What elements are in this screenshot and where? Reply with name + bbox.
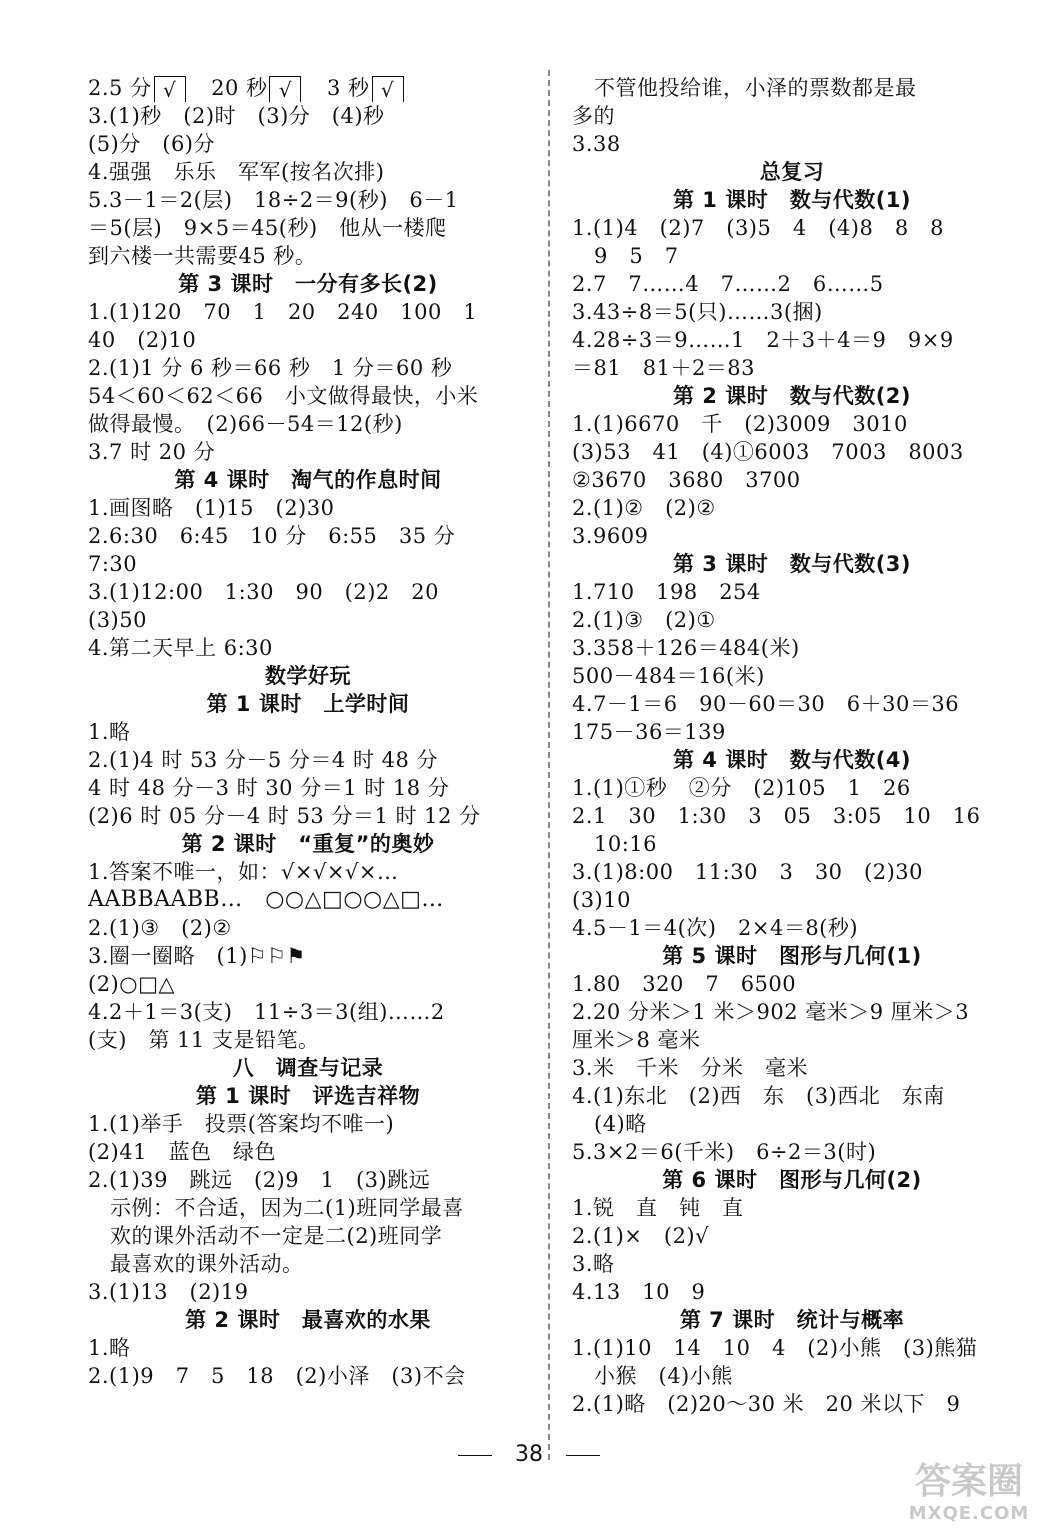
- answer-line: 2.(1)1 分 6 秒＝66 秒 1 分＝60 秒: [88, 356, 453, 380]
- answer-line: 3.(1)秒 (2)时 (3)分 (4)秒: [88, 104, 385, 128]
- answer-line: 1.(1)120 70 1 20 240 100 1: [88, 300, 478, 324]
- section-heading: 第 2 课时 “重复”的奥妙: [181, 832, 435, 856]
- answer-line: ②3670 3680 3700: [572, 468, 801, 492]
- answer-line: 3.38: [572, 132, 621, 156]
- left-column: [88, 74, 528, 1390]
- answer-line: 2.(1)4 时 53 分－5 分＝4 时 48 分: [88, 748, 439, 772]
- answer-line: 示例：不合适，因为二(1)班同学最喜: [110, 1196, 464, 1220]
- answer-line: 3.米 千米 分米 毫米: [572, 1056, 809, 1080]
- answer-line: 4.强强 乐乐 军军(按名次排): [88, 160, 385, 184]
- section-heading: 第 3 课时 一分有多长(2): [178, 272, 438, 296]
- section-heading: 八 调查与记录: [232, 1056, 384, 1080]
- check-label: 3 秒: [326, 76, 370, 100]
- answer-line: 2.(1)③ (2)①: [572, 608, 716, 632]
- answer-line: 10:16: [594, 832, 658, 856]
- section-heading: 数学好玩: [265, 664, 351, 688]
- watermark-logo: [894, 1462, 1044, 1532]
- answer-line: 4 时 48 分－3 时 30 分＝1 时 18 分: [88, 776, 450, 800]
- answer-line: 1.答案不唯一，如：√×√×√×…: [88, 860, 399, 884]
- answer-line: 40 (2)10: [88, 328, 197, 352]
- answer-line: (3)10: [572, 888, 631, 912]
- section-heading: 第 5 课时 图形与几何(1): [662, 944, 922, 968]
- answer-line: 3.圈一圈略 (1)⚐⚐⚑: [88, 944, 306, 968]
- answer-line: 3.(1)8:00 11:30 3 30 (2)30: [572, 860, 924, 884]
- answer-line: 2.(1)39 跳远 (2)9 1 (3)跳远: [88, 1168, 431, 1192]
- answer-line: 2.(1)9 7 5 18 (2)小泽 (3)不会: [88, 1364, 466, 1388]
- answer-line: 3.(1)12:00 1:30 90 (2)2 20: [88, 580, 440, 604]
- checkmark-box: √: [154, 76, 186, 103]
- answer-line: 小猴 (4)小熊: [594, 1364, 733, 1388]
- right-column: [572, 74, 1012, 1418]
- answer-line: 175－36＝139: [572, 720, 726, 744]
- answer-line: 做得最慢。 (2)66－54＝12(秒): [88, 412, 403, 436]
- answer-line: 1.80 320 7 6500: [572, 972, 797, 996]
- answer-line: (3)53 41 (4)①6003 7003 8003: [572, 440, 964, 464]
- section-heading: 第 7 课时 统计与概率: [679, 1308, 905, 1332]
- answer-line: 1.略: [88, 720, 131, 744]
- answer-line: 到六楼一共需要45 秒。: [88, 244, 317, 268]
- section-heading: 第 1 课时 评选吉祥物: [195, 1084, 421, 1108]
- answer-line: 5.3×2＝6(千米) 6÷2＝3(时): [572, 1140, 877, 1164]
- answer-line: 4.第二天早上 6:30: [88, 636, 273, 660]
- answer-line: 4.5－1＝4(次) 2×4＝8(秒): [572, 916, 859, 940]
- answer-line: 2.(1)② (2)②: [572, 496, 716, 520]
- answer-line: 1.710 198 254: [572, 580, 761, 604]
- answer-line: (3)50: [88, 608, 147, 632]
- section-heading: 第 1 课时 上学时间: [206, 692, 410, 716]
- answer-line: (支) 第 11 支是铅笔。: [88, 1028, 320, 1052]
- section-heading: 第 6 课时 图形与几何(2): [662, 1168, 922, 1192]
- answer-line: (5)分 (6)分: [88, 132, 215, 156]
- answer-line-shapes: AABBAABB… ○○△□○○△□…: [88, 887, 444, 912]
- check-label: 20 秒: [211, 76, 268, 100]
- answer-line: (2)6 时 05 分－4 时 53 分＝1 时 12 分: [88, 804, 481, 828]
- answer-line: 5.3－1＝2(层) 18÷2＝9(秒) 6－1: [88, 188, 459, 212]
- answer-line: 7:30: [88, 552, 138, 576]
- footer-dash-right: [566, 1455, 600, 1456]
- section-heading: 第 4 课时 数与代数(4): [672, 748, 912, 772]
- answer-line: 1.(1)举手 投票(答案均不唯一): [88, 1112, 395, 1136]
- answer-line: 4.28÷3＝9……1 2＋3＋4＝9 9×9: [572, 328, 954, 352]
- answer-line: (2)41 蓝色 绿色: [88, 1140, 276, 1164]
- watermark-bottom: MXQE.COM: [908, 1503, 1030, 1524]
- answer-line: 500－484＝16(米): [572, 664, 765, 688]
- answer-line: 1.(1)4 (2)7 (3)5 4 (4)8 8 8: [572, 216, 945, 240]
- answer-line: (2)○□△: [88, 972, 176, 996]
- answer-line: 1.(1)10 14 10 4 (2)小熊 (3)熊猫: [572, 1336, 978, 1360]
- answer-line: 厘米＞8 毫米: [572, 1028, 701, 1052]
- answer-line: 4.(1)东北 (2)西 东 (3)西北 东南: [572, 1084, 945, 1108]
- watermark-top: 答案圈: [914, 1461, 1023, 1502]
- answer-line: 9 5 7: [594, 244, 679, 268]
- section-heading: 第 4 课时 淘气的作息时间: [174, 468, 442, 492]
- answer-line: 最喜欢的课外活动。: [110, 1252, 304, 1276]
- section-heading: 总复习: [759, 160, 825, 184]
- checkmark-box: √: [269, 76, 301, 103]
- answer-line: 2.20 分米＞1 米＞902 毫米＞9 厘米＞3: [572, 1000, 970, 1024]
- answer-line: 3.略: [572, 1252, 615, 1276]
- answer-line: (4)略: [594, 1112, 647, 1136]
- answer-line: 4.13 10 9: [572, 1280, 706, 1304]
- answer-line: 1.略: [88, 1336, 131, 1360]
- answer-line-checks: [88, 74, 528, 102]
- answer-line: 2.1 30 1:30 3 05 3:05 10 16: [572, 804, 981, 828]
- answer-line: 4.7－1＝6 90－60＝30 6＋30＝36: [572, 692, 960, 716]
- answer-line: 1.锐 直 钝 直: [572, 1196, 744, 1220]
- section-heading: 第 3 课时 数与代数(3): [672, 552, 912, 576]
- page-number: 38: [515, 1442, 543, 1467]
- answer-line: 1.(1)①秒 ②分 (2)105 1 26: [572, 776, 911, 800]
- answer-line: ＝5(层) 9×5＝45(秒) 他从一楼爬: [88, 216, 447, 240]
- check-label: 2.5 分: [88, 76, 152, 100]
- section-heading: 第 1 课时 数与代数(1): [672, 188, 912, 212]
- answer-line: 3.9609: [572, 524, 649, 548]
- answer-line: 欢的课外活动不一定是二(2)班同学: [110, 1224, 443, 1248]
- answer-line: 不管他投给谁，小泽的票数都是最: [594, 76, 917, 100]
- answer-line: 2.(1)③ (2)②: [88, 916, 232, 940]
- answer-line: 1.画图略 (1)15 (2)30: [88, 496, 335, 520]
- checkmark-box: √: [372, 76, 404, 103]
- answer-line: 3.(1)13 (2)19: [88, 1280, 249, 1304]
- answer-line: 3.7 时 20 分: [88, 440, 216, 464]
- answer-line: 3.358＋126＝484(米): [572, 636, 800, 660]
- answer-line: 多的: [572, 104, 615, 128]
- footer-dash-left: [458, 1455, 492, 1456]
- answer-line: 2.6:30 6:45 10 分 6:55 35 分: [88, 524, 456, 548]
- column-divider: [548, 70, 550, 1460]
- answer-line: 2.(1)略 (2)20～30 米 20 米以下 9: [572, 1392, 961, 1416]
- answer-line: 2.7 7……4 7……2 6……5: [572, 272, 884, 296]
- answer-line: ＝81 81＋2＝83: [572, 356, 756, 380]
- answer-line: 4.2＋1＝3(支) 11÷3＝3(组)……2: [88, 1000, 445, 1024]
- answer-line: 1.(1)6670 千 (2)3009 3010: [572, 412, 908, 436]
- section-heading: 第 2 课时 最喜欢的水果: [185, 1308, 431, 1332]
- section-heading: 第 2 课时 数与代数(2): [672, 384, 912, 408]
- answer-line: 2.(1)× (2)√: [572, 1224, 710, 1248]
- answer-line: 54＜60＜62＜66 小文做得最快，小米: [88, 384, 479, 408]
- answer-line: 3.43÷8＝5(只)……3(捆): [572, 300, 823, 324]
